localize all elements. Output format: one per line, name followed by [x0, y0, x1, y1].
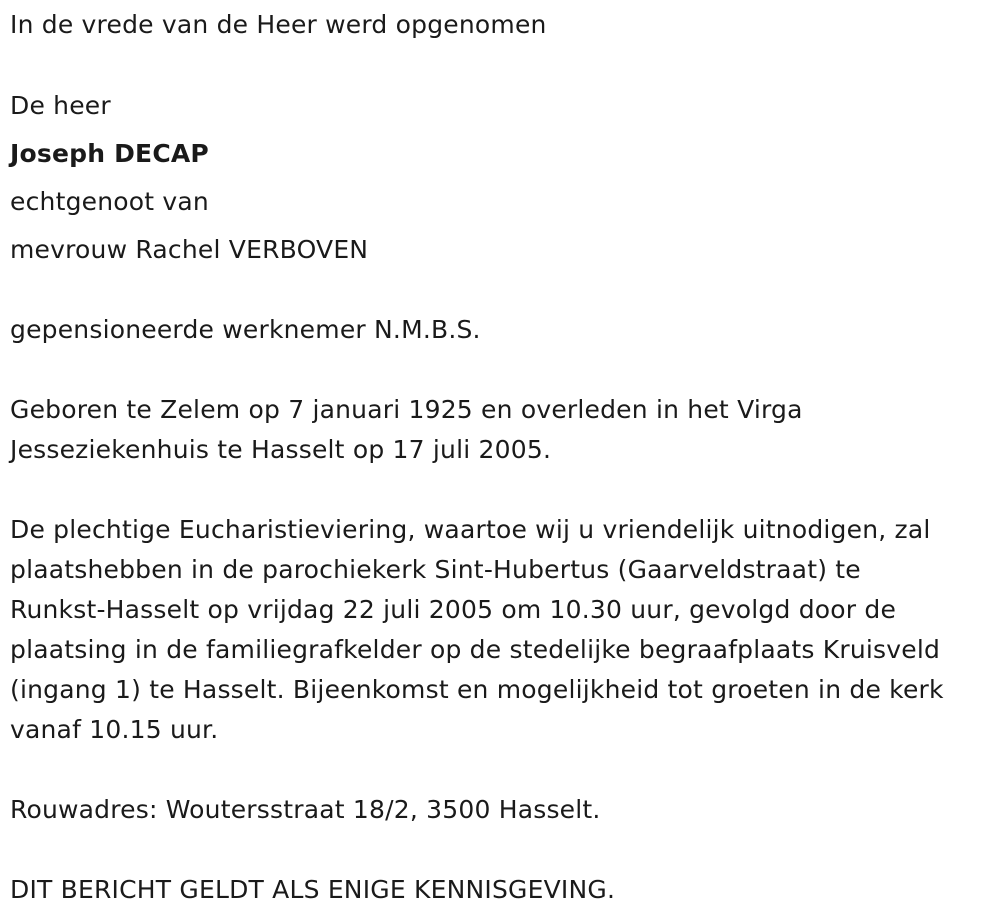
ceremony-line: Runkst-Hasselt op vrijdag 22 juli 2005 om 10.30 uur, gevolgd door de — [10, 595, 897, 624]
birth-death-line: Geboren te Zelem op 7 januari 1925 en overleden in het Virga — [10, 395, 803, 424]
ceremony-line: De plechtige Eucharistieviering, waartoe wij u vriendelijk uitnodigen, zal — [10, 515, 931, 544]
mourning-address: Rouwadres: Woutersstraat 18/2, 3500 Hasselt. — [10, 795, 601, 824]
ceremony-line: plaatsing in de familiegrafkelder op de stedelijke begraafplaats Kruisveld — [10, 635, 941, 664]
title-prefix: De heer — [10, 91, 111, 120]
birth-death-line: Jesseziekenhuis te Hasselt op 17 juli 2005. — [10, 435, 552, 464]
spouse-name: mevrouw Rachel VERBOVEN — [10, 235, 369, 264]
relation-text: echtgenoot van — [10, 187, 209, 216]
ceremony-line: plaatshebben in de parochiekerk Sint-Hubertus (Gaarveldstraat) te — [10, 555, 861, 584]
notice-text: DIT BERICHT GELDT ALS ENIGE KENNISGEVING. — [10, 875, 616, 904]
ceremony-line: (ingang 1) te Hasselt. Bijeenkomst en mogelijkheid tot groeten in de kerk — [10, 675, 944, 704]
deceased-name: Joseph DECAP — [10, 139, 209, 168]
intro-text: In de vrede van de Heer werd opgenomen — [10, 10, 547, 39]
ceremony-line: vanaf 10.15 uur. — [10, 715, 219, 744]
occupation-text: gepensioneerde werknemer N.M.B.S. — [10, 315, 481, 344]
